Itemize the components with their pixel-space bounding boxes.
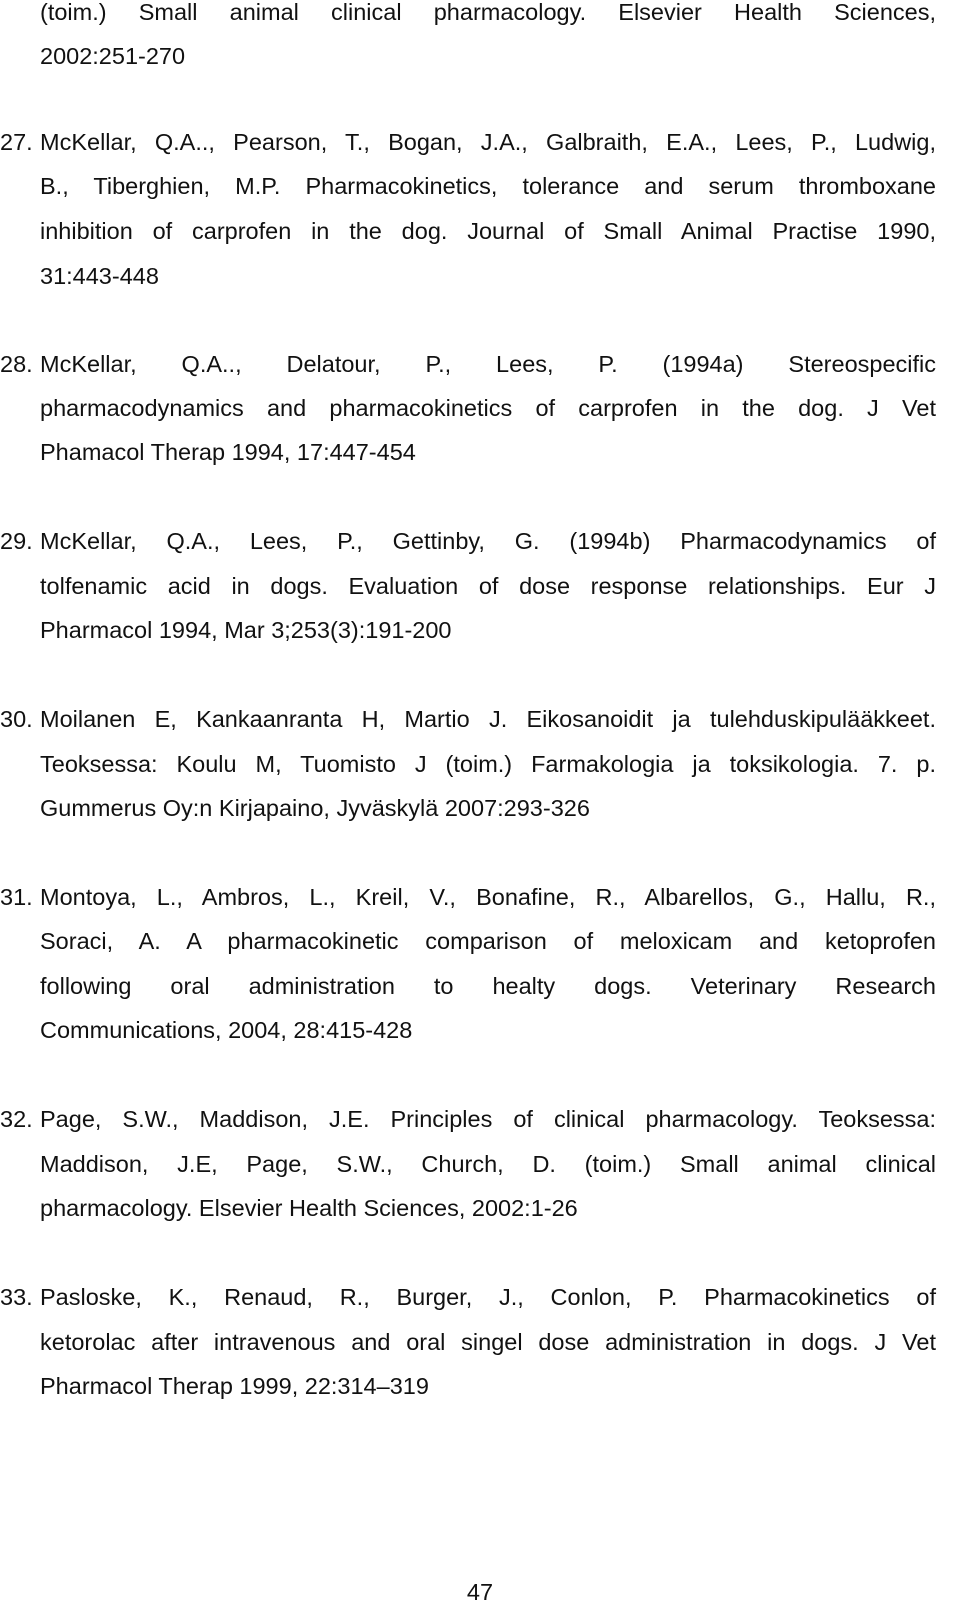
reference-31-line-4: Communications, 2004, 28:415-428 (40, 1017, 413, 1043)
reference-number: 28. (0, 351, 33, 377)
reference-number: 27. (0, 129, 33, 155)
reference-29-line-2: tolfenamic acid in dogs. Evaluation of dose response relationships. Eur J (40, 573, 936, 599)
reference-32-line-1: 32. Page, S.W., Maddison, J.E. Principles of clinical pharmacology. Teoksessa: (0, 1106, 936, 1132)
reference-27-line-3: inhibition of carprofen in the dog. Journal of Small Animal Practise 1990, (40, 218, 936, 244)
reference-30-line-1: 30. Moilanen E, Kankaanranta H, Martio J. Eikosanoidit ja tulehduskipulääkkeet. (0, 706, 936, 732)
reference-32-line-3: pharmacology. Elsevier Health Sciences, 2002:1-26 (40, 1195, 578, 1221)
continuation-line-2: 2002:251-270 (40, 43, 186, 69)
reference-27-line-4: 31:443-448 (40, 263, 159, 289)
reference-33-line-3: Pharmacol Therap 1999, 22:314–319 (40, 1373, 429, 1399)
reference-28-line-1: 28. McKellar, Q.A.., Delatour, P., Lees, P. (1994a) Stereospecific (0, 351, 936, 377)
continuation-line-1: (toim.) Small animal clinical pharmacology. Elsevier Health Sciences, (40, 0, 936, 25)
reference-number: 31. (0, 884, 33, 910)
reference-29-line-3: Pharmacol 1994, Mar 3;253(3):191-200 (40, 617, 452, 643)
reference-31-line-2: Soraci, A. A pharmacokinetic comparison of meloxicam and ketoprofen (40, 928, 936, 954)
reference-number: 32. (0, 1106, 33, 1132)
reference-28-line-3: Phamacol Therap 1994, 17:447-454 (40, 439, 416, 465)
reference-33-line-1: 33. Pasloske, K., Renaud, R., Burger, J., Conlon, P. Pharmacokinetics of (0, 1284, 936, 1310)
reference-30-line-2: Teoksessa: Koulu M, Tuomisto J (toim.) Farmakologia ja toksikologia. 7. p. (40, 751, 936, 777)
reference-number: 29. (0, 528, 33, 554)
reference-29-line-1: 29. McKellar, Q.A., Lees, P., Gettinby, G. (1994b) Pharmacodynamics of (0, 528, 936, 554)
reference-33-line-2: ketorolac after intravenous and oral singel dose administration in dogs. J Vet (40, 1329, 936, 1355)
reference-30-line-3: Gummerus Oy:n Kirjapaino, Jyväskylä 2007:293-326 (40, 795, 590, 821)
page-number: 47 (466, 1579, 494, 1605)
reference-number: 30. (0, 706, 33, 732)
reference-28-line-2: pharmacodynamics and pharmacokinetics of carprofen in the dog. J Vet (40, 395, 936, 421)
reference-27-line-2: B., Tiberghien, M.P. Pharmacokinetics, tolerance and serum thromboxane (40, 173, 936, 199)
reference-32-line-2: Maddison, J.E, Page, S.W., Church, D. (toim.) Small animal clinical (40, 1151, 936, 1177)
reference-number: 33. (0, 1284, 33, 1310)
reference-31-line-3: following oral administration to healty dogs. Veterinary Research (40, 973, 936, 999)
reference-27-line-1: 27. McKellar, Q.A.., Pearson, T., Bogan, J.A., Galbraith, E.A., Lees, P., Ludwig, (0, 129, 936, 155)
reference-31-line-1: 31. Montoya, L., Ambros, L., Kreil, V., Bonafine, R., Albarellos, G., Hallu, R., (0, 884, 936, 910)
